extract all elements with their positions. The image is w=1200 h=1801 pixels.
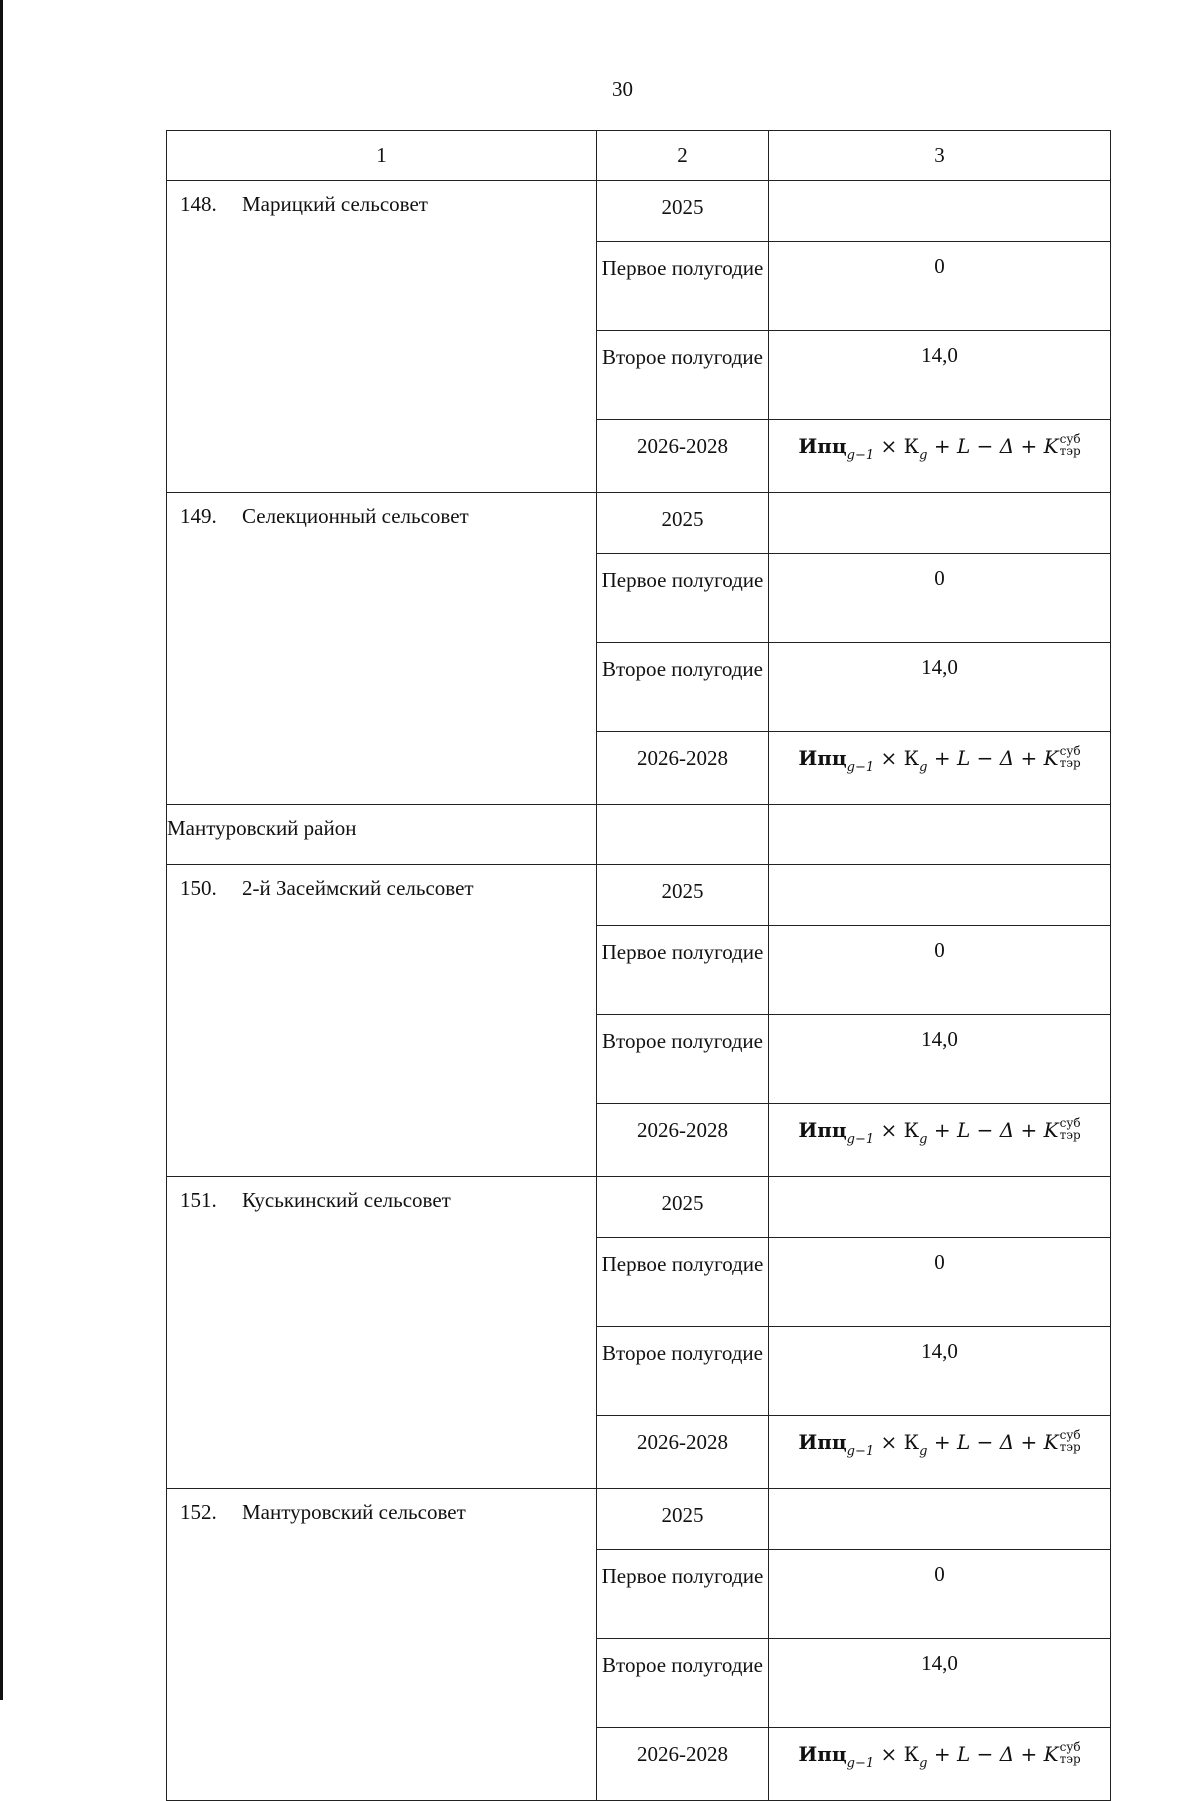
row-number: 150.	[180, 876, 217, 900]
year-cell: 2025	[597, 1489, 769, 1550]
value-cell: 14,0	[769, 1015, 1111, 1104]
settlement-cell	[167, 865, 597, 1177]
scan-edge-bar	[0, 0, 3, 1700]
empty-cell	[769, 181, 1111, 242]
period-cell: Второе полугодие	[597, 1327, 769, 1416]
entry-row	[167, 865, 1111, 926]
settlement-name: Куськинский сельсовет	[242, 1188, 451, 1212]
empty-cell	[769, 865, 1111, 926]
settlement-name: Селекционный сельсовет	[242, 504, 469, 528]
formula-cell	[769, 1416, 1111, 1489]
year-cell: 2025	[597, 493, 769, 554]
formula-cell	[769, 420, 1111, 493]
formula: $Ипц_{g-1} \times К_g + L - \Delta + K$ суб тэр	[798, 431, 1081, 463]
period-cell: Первое полугодие	[597, 1550, 769, 1639]
value-cell: 0	[769, 554, 1111, 643]
empty-cell	[597, 805, 769, 865]
range-cell: 2026-2028	[597, 420, 769, 493]
district-name: Мантуровский район	[167, 805, 597, 865]
period-cell: Второе полугодие	[597, 1639, 769, 1728]
range-cell: 2026-2028	[597, 732, 769, 805]
entry-row	[167, 1489, 1111, 1550]
formula: $Ипц_{g-1} \times К_g + L - \Delta + K$ суб тэр	[798, 1427, 1081, 1459]
value-cell: 0	[769, 1238, 1111, 1327]
entry-row	[167, 1177, 1111, 1238]
settlement-cell	[167, 1489, 597, 1801]
header-cell-1: 1	[167, 131, 597, 181]
period-cell: Второе полугодие	[597, 643, 769, 732]
year-cell: 2025	[597, 1177, 769, 1238]
row-number: 149.	[180, 504, 217, 528]
period-cell: Первое полугодие	[597, 1238, 769, 1327]
row-number: 151.	[180, 1188, 217, 1212]
value-cell: 14,0	[769, 1327, 1111, 1416]
period-cell: Первое полугодие	[597, 554, 769, 643]
row-number: 152.	[180, 1500, 217, 1524]
formula-cell	[769, 732, 1111, 805]
tariff-table	[166, 130, 1111, 1801]
header-cell-3: 3	[769, 131, 1111, 181]
value-cell: 0	[769, 242, 1111, 331]
settlement-name: Мантуровский сельсовет	[242, 1500, 466, 1524]
year-cell: 2025	[597, 181, 769, 242]
range-cell: 2026-2028	[597, 1416, 769, 1489]
formula: $Ипц_{g-1} \times К_g + L - \Delta + K$ суб тэр	[798, 743, 1081, 775]
empty-cell	[769, 493, 1111, 554]
value-cell: 14,0	[769, 1639, 1111, 1728]
period-cell: Второе полугодие	[597, 1015, 769, 1104]
district-row	[167, 805, 1111, 865]
formula: $Ипц_{g-1} \times К_g + L - \Delta + K$ суб тэр	[798, 1115, 1081, 1147]
period-cell: Первое полугодие	[597, 926, 769, 1015]
period-cell: Второе полугодие	[597, 331, 769, 420]
period-cell: Первое полугодие	[597, 242, 769, 331]
settlement-name: 2-й Засеймский сельсовет	[242, 876, 474, 900]
formula-cell	[769, 1104, 1111, 1177]
row-number: 148.	[180, 192, 217, 216]
formula: $Ипц_{g-1} \times К_g + L - \Delta + K$ суб тэр	[798, 1739, 1081, 1771]
settlement-name: Марицкий сельсовет	[242, 192, 428, 216]
settlement-cell	[167, 1177, 597, 1489]
entry-row	[167, 493, 1111, 554]
empty-cell	[769, 1489, 1111, 1550]
empty-cell	[769, 805, 1111, 865]
value-cell: 14,0	[769, 643, 1111, 732]
formula-cell	[769, 1728, 1111, 1801]
year-cell: 2025	[597, 865, 769, 926]
settlement-cell	[167, 181, 597, 493]
value-cell: 0	[769, 1550, 1111, 1639]
empty-cell	[769, 1177, 1111, 1238]
entry-row	[167, 181, 1111, 242]
value-cell: 0	[769, 926, 1111, 1015]
range-cell: 2026-2028	[597, 1104, 769, 1177]
page-number: 30	[612, 77, 633, 101]
table-header-row	[167, 131, 1111, 181]
header-cell-2: 2	[597, 131, 769, 181]
value-cell: 14,0	[769, 331, 1111, 420]
range-cell: 2026-2028	[597, 1728, 769, 1801]
settlement-cell	[167, 493, 597, 805]
